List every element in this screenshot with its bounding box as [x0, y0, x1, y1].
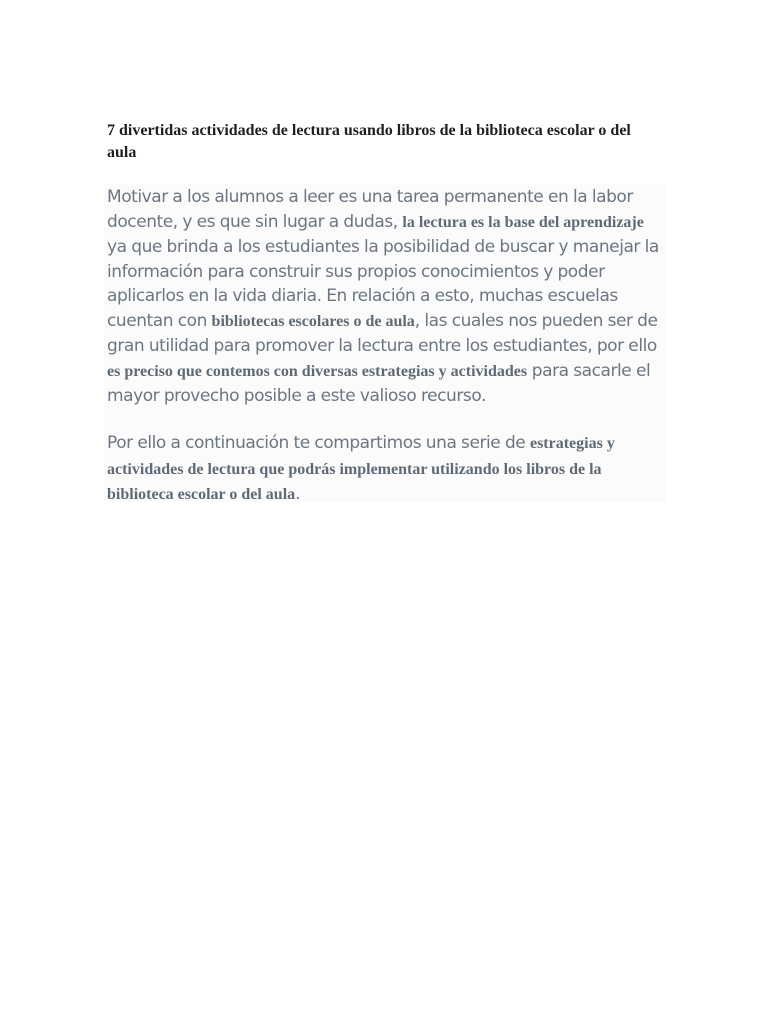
followup-text-2: . [295, 484, 301, 504]
intro-bold-1: la lectura es la base del aprendizaje [402, 213, 644, 231]
followup-paragraph [107, 431, 663, 508]
intro-text-2: ya que brinda a los estudiantes la posibilidad de buscar y manejar la información para construir sus propios conocimientos y poder aplicarlos en la vida diaria. En relación a esto, muchas escuelas cuentan con [107, 237, 659, 331]
intro-bold-2: bibliotecas escolares o de aula [211, 312, 415, 330]
intro-text-3: , las cuales nos pueden ser de gran utilidad para promover la lectura entre los estudiantes, por ello [107, 310, 658, 356]
intro-paragraph [107, 185, 663, 409]
followup-text-1: Por ello a continuación te compartimos una serie de [107, 433, 530, 453]
document-title: 7 divertidas actividades de lectura usando libros de la biblioteca escolar o del aula [107, 122, 631, 161]
intro-text-1: Motivar a los alumnos a leer es una tarea permanente en la labor docente, y es que sin lugar a dudas, [107, 187, 633, 232]
followup-bold-1: estrategias y actividades de lectura que podrás implementar utilizando los libros de la biblioteca escolar o del aula [107, 435, 615, 503]
intro-bold-3: es preciso que contemos con diversas estrategias y actividades [107, 362, 528, 380]
intro-text-4: para sacarle el mayor provecho posible a este valioso recurso. [107, 360, 651, 406]
